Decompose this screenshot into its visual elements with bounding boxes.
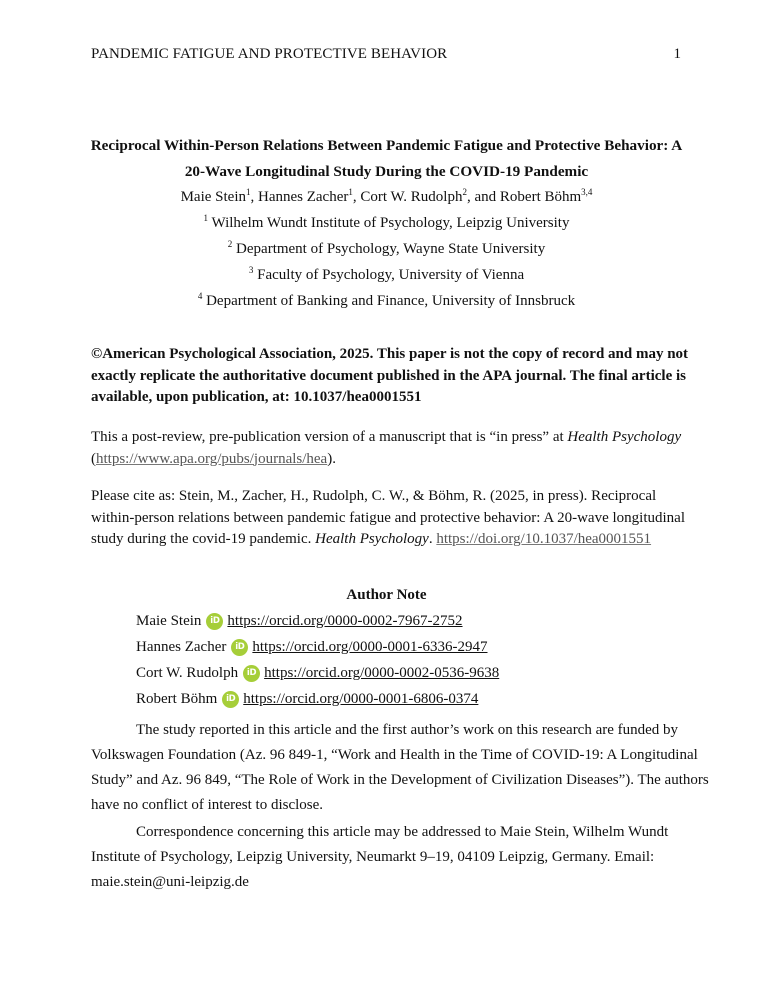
orcid-link[interactable]: https://orcid.org/0000-0002-7967-2752 xyxy=(227,613,463,629)
running-head: PANDEMIC FATIGUE AND PROTECTIVE BEHAVIOR xyxy=(91,46,448,62)
title-line-2: 20-Wave Longitudinal Study During the COVID-19 Pandemic xyxy=(184,163,589,180)
author-affiliation-number: 3,4 xyxy=(581,187,593,197)
orcid-author-name: Cort W. Rudolph xyxy=(136,665,239,681)
orcid-author-name: Hannes Zacher xyxy=(136,639,227,655)
orcid-entry xyxy=(136,691,478,708)
affiliation-text: Wilhelm Wundt Institute of Psychology, Leipzig University xyxy=(211,215,570,231)
journal-name: Health Psychology xyxy=(567,429,682,445)
affiliation-number: 1 xyxy=(203,213,209,223)
citation-journal: Health Psychology xyxy=(315,531,429,547)
affiliation-text: Faculty of Psychology, University of Vienna xyxy=(257,267,525,283)
affiliation-number: 3 xyxy=(248,265,254,275)
affiliation-text: Department of Psychology, Wayne State University xyxy=(236,241,546,257)
orcid-icon: iD xyxy=(243,665,260,682)
author-separator: , xyxy=(250,189,258,205)
affiliation-number: 2 xyxy=(227,239,233,249)
affiliation-text: Department of Banking and Finance, University of Innsbruck xyxy=(206,293,576,309)
affiliation-line xyxy=(0,267,773,284)
orcid-entry xyxy=(136,639,488,656)
doi-link[interactable]: https://doi.org/10.1037/hea0001551 xyxy=(436,531,652,547)
page-number: 1 xyxy=(673,46,681,62)
orcid-link[interactable]: https://orcid.org/0000-0002-0536-9638 xyxy=(264,665,500,681)
orcid-icon: iD xyxy=(231,639,248,656)
postreview-text: This a post-review, pre-publication version of a manuscript that is “in press” at xyxy=(91,429,568,445)
affiliation-line xyxy=(0,293,773,310)
author-separator: , and xyxy=(466,189,500,205)
citation-notice xyxy=(91,486,691,551)
author-name: Hannes Zacher xyxy=(258,189,349,205)
affiliation-number: 4 xyxy=(197,291,203,301)
author-name: Robert Böhm xyxy=(499,189,582,205)
author-separator: , xyxy=(352,189,361,205)
postreview-paren-close: ). xyxy=(327,450,336,467)
orcid-author-name: Robert Böhm xyxy=(136,691,218,707)
author-note-heading: Author Note xyxy=(346,587,427,603)
copyright-notice: ©American Psychological Association, 2025. This paper is not the copy of record and may not exactly replicate the authoritative document published in the APA journal. The final article is available, upon publication, at: 10.1037/hea0001551 xyxy=(91,346,689,405)
orcid-icon: iD xyxy=(222,691,239,708)
author-affiliation-number: 2 xyxy=(462,187,467,197)
citation-text: Please cite as: Stein, M., Zacher, H., Rudolph, C. W., & Böhm, R. (2025, in press). Reciprocal within-person relations between pandemic fatigue and protective behavior: A 20-wave longitudinal study during the covid-19 pandemic. xyxy=(91,488,685,547)
orcid-author-name: Maie Stein xyxy=(136,613,202,629)
citation-period: . xyxy=(428,531,433,547)
affiliation-line xyxy=(0,241,773,258)
author-affiliation-number: 1 xyxy=(348,187,353,197)
affiliation-line xyxy=(0,215,773,232)
journal-link[interactable]: https://www.apa.org/pubs/journals/hea xyxy=(96,450,328,467)
orcid-link[interactable]: https://orcid.org/0000-0001-6806-0374 xyxy=(243,691,479,707)
orcid-entry xyxy=(136,613,463,630)
author-name: Maie Stein xyxy=(180,189,246,205)
postreview-paren-open: ( xyxy=(91,450,96,467)
orcid-icon: iD xyxy=(206,613,223,630)
author-affiliation-number: 1 xyxy=(246,187,251,197)
author-name: Cort W. Rudolph xyxy=(360,189,463,205)
postreview-notice xyxy=(91,427,691,470)
author-list xyxy=(0,189,773,206)
title-line-1: Reciprocal Within-Person Relations Between Pandemic Fatigue and Protective Behavior: A xyxy=(90,137,683,154)
orcid-link[interactable]: https://orcid.org/0000-0001-6336-2947 xyxy=(252,639,488,655)
correspondence-statement: Correspondence concerning this article may be addressed to Maie Stein, Wilhelm Wundt Institute of Psychology, Leipzig University, Neumarkt 9–19, 04109 Leipzig, Germany. Email: maie.stein@uni-leipzig.de xyxy=(91,824,669,890)
funding-statement: The study reported in this article and the first author’s work on this research are funded by Volkswagen Foundation (Az. 96 849-1, “Work and Health in the Time of COVID-19: A Longitudinal Study” and Az. 96 849, “The Role of Work in the Development of Civilization Diseases”). The authors have no conflict of interest to disclose. xyxy=(91,722,709,813)
orcid-entry xyxy=(136,665,499,682)
